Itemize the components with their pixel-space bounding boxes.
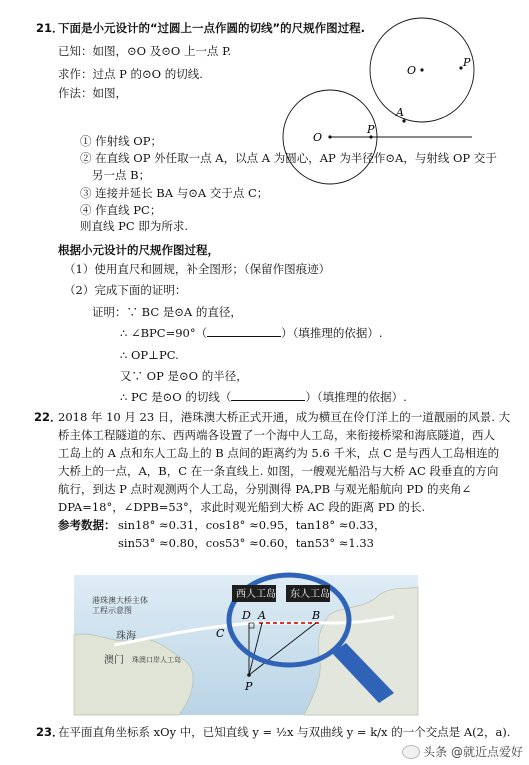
proof-line-2 xyxy=(120,326,383,340)
label-p-map: P xyxy=(245,680,253,693)
q21-part-2: （2）完成下面的证明： xyxy=(64,283,187,297)
point-p-map xyxy=(247,673,251,677)
bridge-map xyxy=(74,575,418,715)
label-d-map: D xyxy=(242,609,251,622)
zhuhai-label: 珠海 xyxy=(116,631,136,642)
proof-line-5 xyxy=(120,390,407,404)
label-o-figure-1: O xyxy=(407,64,417,77)
q21-ask: 求作：过点 P 的⊙O 的切线. xyxy=(58,67,203,81)
proof-line-5-b: ）（填推理的依据）. xyxy=(305,390,407,404)
q21-prompt: 根据小元设计的尺规作图过程， xyxy=(58,243,219,257)
q21-part-1: （1）使用直尺和圆规，补全图形；（保留作图痕迹） xyxy=(64,262,331,276)
point-o-figure-2 xyxy=(328,135,331,138)
q22-ref-row-1: sin18° ≈0.31，cos18° ≈0.95，tan18° ≈0.33， xyxy=(118,518,386,532)
label-p-figure-1: P xyxy=(463,56,471,69)
q21-known: 已知：如图，⊙O 及⊙O 上一点 P. xyxy=(58,44,232,58)
q21-step-4: ④ 作直线 PC； xyxy=(80,203,162,217)
q22-line-4: 大桥上的一点，A，B，C 在一条直线上. 如图，一艘观光船沿与大桥 AC 段垂直的方向 xyxy=(58,464,499,478)
proof-line-5-a: ∴ PC 是⊙O 的切线（ xyxy=(120,390,232,404)
q22-number: 22． xyxy=(34,410,62,424)
proof-line-2-a: ∴ ∠BPC=90°（ xyxy=(120,326,208,340)
watermark-text: 头条 @就近点爱好 xyxy=(423,745,523,759)
q22-line-5: 航行，到达 P 点时观测两个人工岛，分别测得 PA,PB 与观光船航向 PD 的夹角∠ xyxy=(58,482,472,496)
q22-line-3: 工岛上的 A 点和东人工岛上的 B 点间的距离约为 5.6 千米，点 C 是与西人工岛相连的 xyxy=(58,446,500,460)
q21-step-2-cont: 另一点 B； xyxy=(92,168,151,182)
label-a-map: A xyxy=(258,609,266,622)
q23-number: 23． xyxy=(36,725,64,739)
map-title-2: 工程示意图 xyxy=(92,606,132,615)
point-a-figure-2 xyxy=(402,119,405,122)
q22-ref-label: 参考数据： xyxy=(58,518,116,532)
q21-step-1: ① 作射线 OP； xyxy=(80,134,162,148)
east-island-label: 东人工岛 xyxy=(290,589,330,600)
q22-ref-row-2: sin53° ≈0.80，cos53° ≈0.60，tan53° ≈1.33 xyxy=(118,536,374,550)
q21-number: 21． xyxy=(36,21,64,35)
q21-result: 则直线 PC 即为所求. xyxy=(80,219,189,233)
macau-label: 澳门 xyxy=(104,655,124,666)
west-island-label: 西人工岛 xyxy=(236,589,276,600)
label-p-figure-2: P xyxy=(367,123,375,136)
blank-reason-2[interactable] xyxy=(231,400,305,401)
map-title-1: 港珠澳大桥主体 xyxy=(92,596,148,605)
label-b-map: B xyxy=(312,609,321,622)
q23-text: 在平面直角坐标系 xOy 中，已知直线 y = ½x 与双曲线 y = k/x 的一个交点是 A(2，a). xyxy=(58,725,511,739)
proof-line-2-b: ）（填推理的依据）. xyxy=(281,326,383,340)
macau-tag: 珠澳口岸人工岛 xyxy=(132,656,181,664)
label-a-figure-2: A xyxy=(396,106,404,119)
label-c-map: C xyxy=(216,627,225,640)
blank-reason-1[interactable] xyxy=(207,336,281,337)
proof-line-3: ∴ OP⊥PC. xyxy=(120,348,179,362)
proof-line-4: 又∵ OP 是⊙O 的半径， xyxy=(120,369,248,383)
q22-line-6: DPA=18°，∠DPB=53°，求此时观光船到大桥 AC 段的距离 PD 的长. xyxy=(58,500,426,514)
bridge-map-svg xyxy=(74,575,418,715)
q21-method: 作法：如图， xyxy=(58,86,127,100)
q22-line-2: 桥主体工程隧道的东、西两端各设置了一个海中人工岛，来衔接桥梁和海底隧道，西人 xyxy=(58,428,495,442)
q22-line-1: 2018 年 10 月 23 日，港珠澳大桥正式开通，成为横亘在伶仃洋上的一道靓丽的风景. 大 xyxy=(58,410,511,424)
q21-title: 下面是小元设计的“过圆上一点作圆的切线”的尺规作图过程. xyxy=(58,21,365,35)
watermark-icon xyxy=(402,745,420,759)
watermark xyxy=(402,743,523,760)
proof-line-1: 证明：∵ BC 是⊙A 的直径， xyxy=(92,305,242,319)
point-o-figure-1 xyxy=(420,68,423,71)
q21-step-3: ③ 连接并延长 BA 与⊙A 交于点 C； xyxy=(80,186,269,200)
q21-step-2: ② 在直线 OP 外任取一点 A，以点 A 为圆心，AP 为半径作⊙A，与射线 OP 交于 xyxy=(80,151,497,165)
label-o-figure-2: O xyxy=(313,131,323,144)
